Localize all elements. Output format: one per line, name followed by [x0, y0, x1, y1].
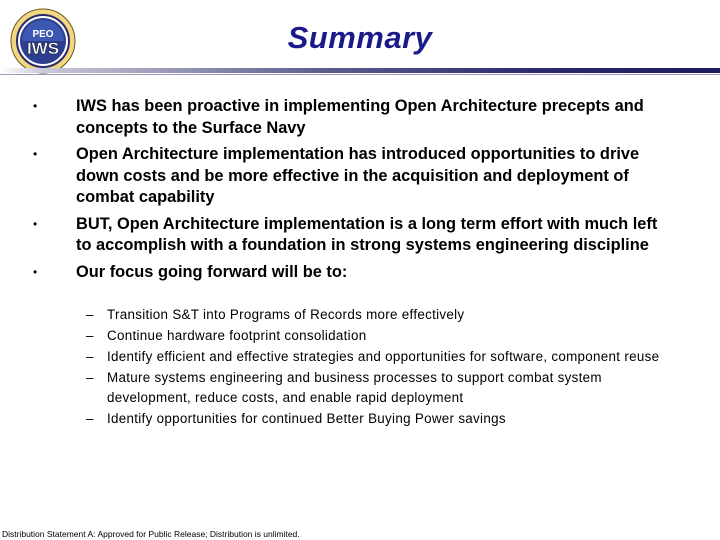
distribution-statement: Distribution Statement A: Approved for Public Release; Distribution is unlimited. [2, 529, 300, 539]
main-bullet-list [20, 96, 670, 288]
sub-bullet-item [86, 326, 686, 346]
bullet-marker: • [33, 99, 38, 113]
title-divider [0, 68, 720, 73]
sub-bullet-text: Mature systems engineering and business processes to support combat system development, reduce costs, and enable rapid deployment [107, 370, 602, 405]
sub-bullet-text: Identify opportunities for continued Better Buying Power savings [107, 410, 506, 426]
dash-marker: – [86, 349, 94, 364]
bullet-text: BUT, Open Architecture implementation is a long term effort with much left to accomplish with a foundation in strong systems engineering discipline [76, 214, 658, 254]
title-divider-line [0, 74, 720, 75]
bullet-item [20, 214, 670, 257]
sub-bullet-text: Transition S&T into Programs of Records more effectively [107, 307, 465, 322]
bullet-text: Open Architecture implementation has introduced opportunities to drive down costs and be more effective in the acquisition and deployment of combat capability [76, 145, 640, 206]
bullet-text: IWS has been proactive in implementing Open Architecture precepts and concepts to the Surface Navy [76, 97, 644, 137]
sub-bullet-item [86, 347, 686, 367]
sub-bullet-item [86, 409, 686, 429]
dash-marker: – [86, 307, 94, 322]
svg-text:IWS: IWS [26, 39, 60, 58]
page-title: Summary [287, 20, 433, 55]
svg-text:PEO: PEO [32, 29, 54, 40]
sub-bullet-item [86, 305, 686, 325]
dash-marker: – [86, 328, 94, 343]
bullet-marker: • [33, 216, 38, 231]
bullet-marker: • [33, 264, 38, 279]
sub-bullet-item [86, 368, 686, 407]
bullet-marker: • [33, 147, 38, 161]
sub-bullet-text: Identify efficient and effective strategies and opportunities for software, component reuse [107, 349, 660, 364]
bullet-item [20, 96, 670, 139]
bullet-item [20, 144, 670, 209]
bullet-item [20, 262, 670, 284]
dash-marker: – [86, 370, 94, 385]
sub-bullet-text: Continue hardware footprint consolidation [107, 328, 367, 343]
sub-bullet-list [86, 305, 686, 430]
dash-marker: – [86, 410, 94, 426]
bullet-text: Our focus going forward will be to: [76, 262, 348, 281]
